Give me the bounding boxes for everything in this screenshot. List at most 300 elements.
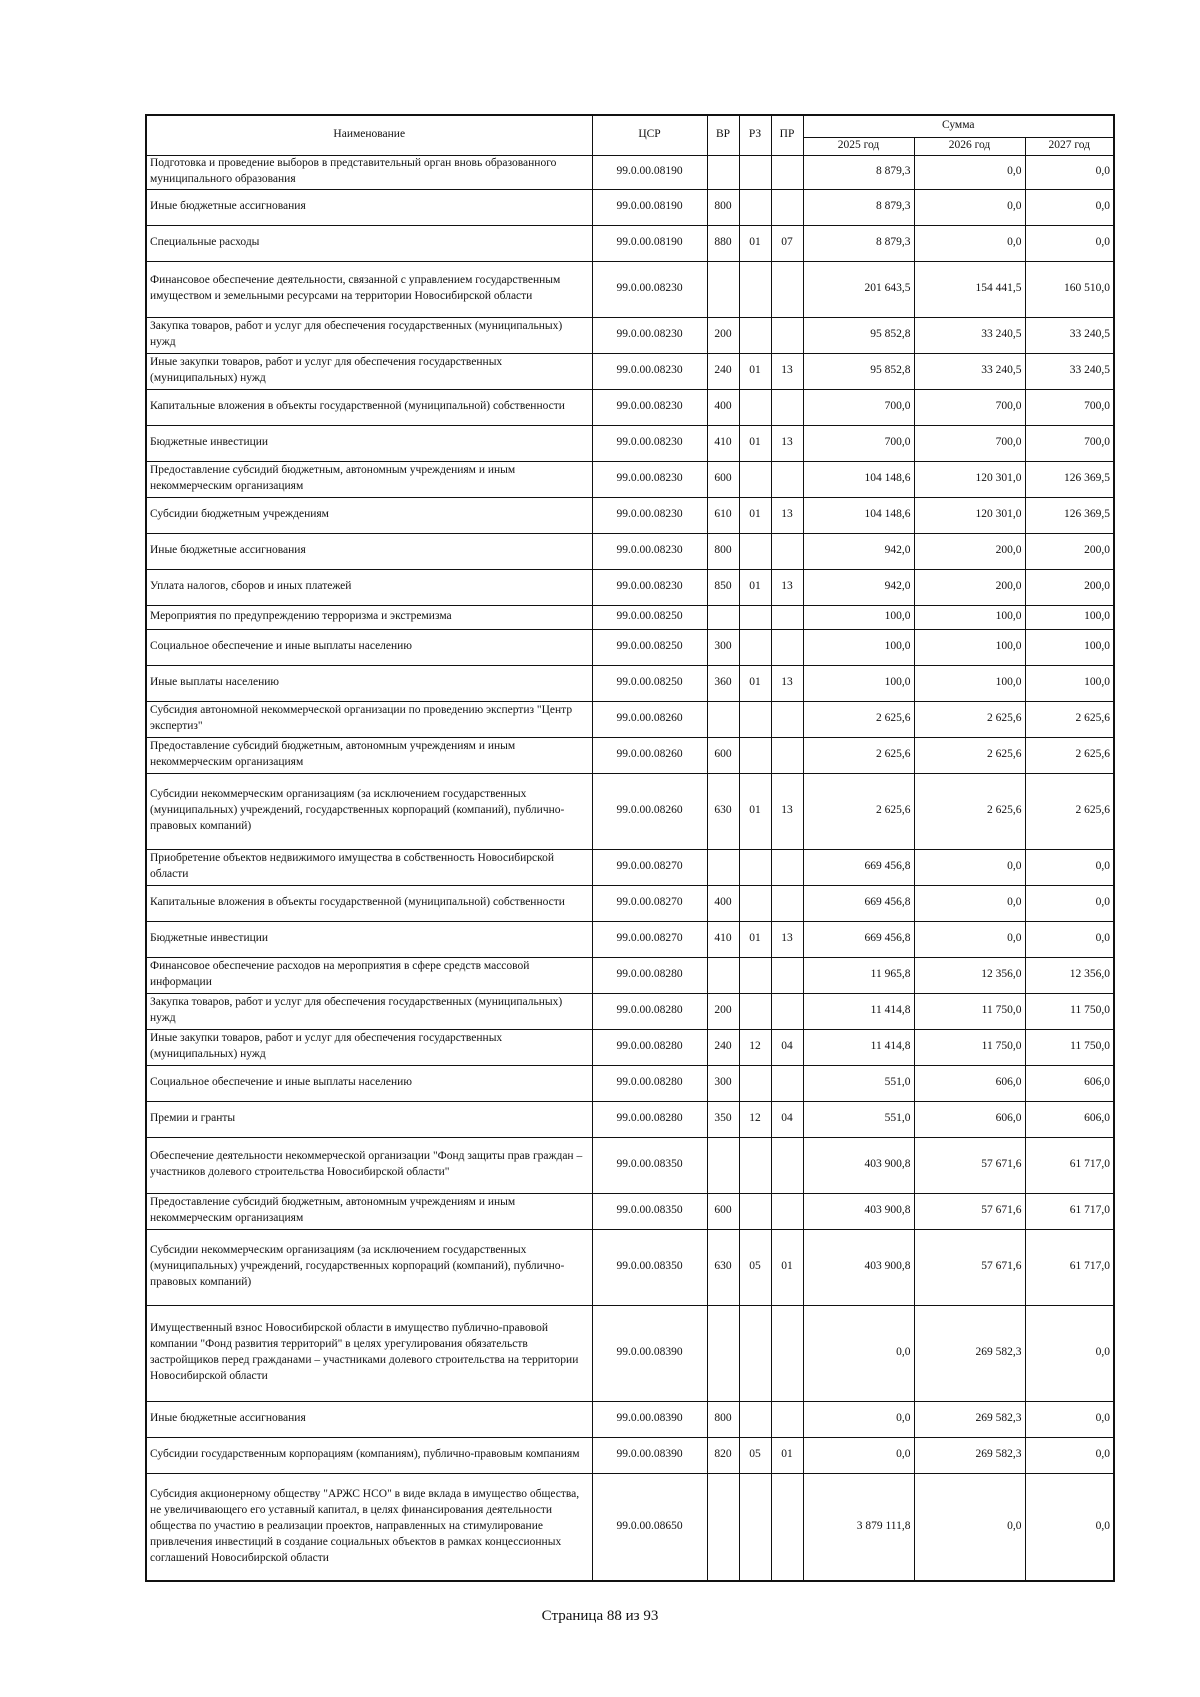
row-2025-amount: 2 625,6 [803,701,914,737]
row-pr-cell [771,957,803,993]
row-csr-cell: 99.0.00.08190 [592,225,707,261]
row-2026-amount: 100,0 [914,629,1025,665]
row-2027-amount: 0,0 [1025,189,1114,225]
row-name-cell: Уплата налогов, сборов и иных платежей [146,569,592,605]
row-2027-amount: 700,0 [1025,389,1114,425]
header-year-2027: 2027 год [1025,137,1114,155]
row-2027-amount: 126 369,5 [1025,461,1114,497]
row-name-cell: Капитальные вложения в объекты государственной (муниципальной) собственности [146,389,592,425]
row-vr-cell [707,1137,739,1193]
budget-table [145,114,1115,1582]
row-2026-amount: 100,0 [914,665,1025,701]
table-row [146,261,1114,317]
table-row [146,155,1114,189]
row-rz-cell [739,885,771,921]
row-name-cell: Имущественный взнос Новосибирской области в имущество публично-правовой компании "Фонд развития территорий" в целях урегулирования обязательств застройщиков перед гражданами – участниками долевого строительства на территории Новосибирской области [146,1305,592,1401]
row-csr-cell: 99.0.00.08390 [592,1401,707,1437]
table-row [146,189,1114,225]
row-2025-amount: 551,0 [803,1065,914,1101]
row-csr-cell: 99.0.00.08280 [592,1029,707,1065]
row-2026-amount: 33 240,5 [914,317,1025,353]
row-2027-amount: 100,0 [1025,629,1114,665]
row-pr-cell: 13 [771,773,803,849]
row-name-cell: Бюджетные инвестиции [146,921,592,957]
row-2026-amount: 269 582,3 [914,1305,1025,1401]
row-rz-cell: 01 [739,225,771,261]
table-row [146,1065,1114,1101]
row-name-cell: Капитальные вложения в объекты государственной (муниципальной) собственности [146,885,592,921]
row-2026-amount: 0,0 [914,921,1025,957]
row-2026-amount: 0,0 [914,885,1025,921]
table-row [146,1473,1114,1581]
row-pr-cell [771,701,803,737]
row-name-cell: Субсидия акционерному обществу "АРЖС НСО" в виде вклада в имущество общества, не увеличивающего его уставный капитал, в целях финансирования деятельности общества по участию в реализации проектов, направленных на стимулирование привлечения инвестиций в создание социальных объектов в рамках концессионных соглашений Новосибирской области [146,1473,592,1581]
table-row [146,461,1114,497]
row-vr-cell: 800 [707,189,739,225]
row-vr-cell: 820 [707,1437,739,1473]
table-row [146,1229,1114,1305]
row-pr-cell: 04 [771,1029,803,1065]
row-pr-cell [771,849,803,885]
row-vr-cell: 600 [707,1193,739,1229]
row-2027-amount: 200,0 [1025,569,1114,605]
row-vr-cell: 200 [707,317,739,353]
row-csr-cell: 99.0.00.08270 [592,921,707,957]
row-2025-amount: 403 900,8 [803,1137,914,1193]
row-2026-amount: 700,0 [914,389,1025,425]
row-2025-amount: 100,0 [803,665,914,701]
row-name-cell: Закупка товаров, работ и услуг для обеспечения государственных (муниципальных) нужд [146,317,592,353]
row-csr-cell: 99.0.00.08230 [592,533,707,569]
table-row [146,353,1114,389]
row-name-cell: Обеспечение деятельности некоммерческой организации "Фонд защиты прав граждан – участников долевого строительства Новосибирской области" [146,1137,592,1193]
row-csr-cell: 99.0.00.08390 [592,1437,707,1473]
row-name-cell: Иные закупки товаров, работ и услуг для обеспечения государственных (муниципальных) нужд [146,353,592,389]
row-pr-cell [771,533,803,569]
row-csr-cell: 99.0.00.08280 [592,1065,707,1101]
table-body [146,155,1114,1581]
row-2026-amount: 12 356,0 [914,957,1025,993]
row-vr-cell: 300 [707,1065,739,1101]
row-vr-cell: 880 [707,225,739,261]
row-vr-cell [707,261,739,317]
row-2026-amount: 100,0 [914,605,1025,629]
row-2025-amount: 11 414,8 [803,993,914,1029]
row-rz-cell [739,155,771,189]
row-vr-cell: 610 [707,497,739,533]
row-vr-cell: 350 [707,1101,739,1137]
row-vr-cell: 850 [707,569,739,605]
row-name-cell: Предоставление субсидий бюджетным, автономным учреждениям и иным некоммерческим организациям [146,737,592,773]
row-pr-cell [771,885,803,921]
row-pr-cell [771,261,803,317]
row-pr-cell [771,1065,803,1101]
row-name-cell: Премии и гранты [146,1101,592,1137]
row-2025-amount: 2 625,6 [803,773,914,849]
row-2026-amount: 154 441,5 [914,261,1025,317]
row-2026-amount: 606,0 [914,1101,1025,1137]
row-pr-cell [771,389,803,425]
row-2027-amount: 12 356,0 [1025,957,1114,993]
row-rz-cell: 01 [739,921,771,957]
row-2026-amount: 11 750,0 [914,1029,1025,1065]
row-2025-amount: 104 148,6 [803,461,914,497]
row-vr-cell: 200 [707,993,739,1029]
row-csr-cell: 99.0.00.08280 [592,1101,707,1137]
header-rz: РЗ [739,115,771,155]
row-pr-cell: 13 [771,921,803,957]
row-2026-amount: 606,0 [914,1065,1025,1101]
row-2027-amount: 0,0 [1025,1401,1114,1437]
row-pr-cell: 04 [771,1101,803,1137]
row-rz-cell: 01 [739,425,771,461]
row-pr-cell [771,155,803,189]
row-csr-cell: 99.0.00.08250 [592,605,707,629]
row-csr-cell: 99.0.00.08270 [592,849,707,885]
header-csr: ЦСР [592,115,707,155]
row-pr-cell [771,1193,803,1229]
row-rz-cell [739,737,771,773]
row-name-cell: Мероприятия по предупреждению терроризма и экстремизма [146,605,592,629]
row-rz-cell: 01 [739,773,771,849]
table-row [146,665,1114,701]
row-csr-cell: 99.0.00.08250 [592,629,707,665]
row-2025-amount: 669 456,8 [803,849,914,885]
row-csr-cell: 99.0.00.08280 [592,993,707,1029]
table-row [146,957,1114,993]
row-pr-cell [771,189,803,225]
row-2026-amount: 0,0 [914,189,1025,225]
row-vr-cell [707,849,739,885]
table-row [146,1305,1114,1401]
row-2026-amount: 2 625,6 [914,701,1025,737]
row-csr-cell: 99.0.00.08350 [592,1137,707,1193]
row-2027-amount: 160 510,0 [1025,261,1114,317]
row-rz-cell: 01 [739,569,771,605]
table-row [146,629,1114,665]
row-rz-cell [739,261,771,317]
row-2027-amount: 700,0 [1025,425,1114,461]
table-row [146,993,1114,1029]
table-row [146,773,1114,849]
row-pr-cell [771,317,803,353]
row-csr-cell: 99.0.00.08230 [592,261,707,317]
header-year-2025: 2025 год [803,137,914,155]
table-row [146,885,1114,921]
row-vr-cell: 240 [707,353,739,389]
row-vr-cell [707,957,739,993]
row-2027-amount: 0,0 [1025,921,1114,957]
row-rz-cell [739,993,771,1029]
table-row [146,605,1114,629]
row-csr-cell: 99.0.00.08260 [592,737,707,773]
row-vr-cell: 600 [707,461,739,497]
row-vr-cell: 400 [707,389,739,425]
page-number: Страница 88 из 93 [541,1608,659,1624]
row-csr-cell: 99.0.00.08350 [592,1229,707,1305]
row-2025-amount: 100,0 [803,605,914,629]
row-2025-amount: 8 879,3 [803,155,914,189]
row-pr-cell [771,737,803,773]
row-2027-amount: 0,0 [1025,155,1114,189]
row-2027-amount: 33 240,5 [1025,317,1114,353]
row-rz-cell [739,461,771,497]
table-row [146,921,1114,957]
row-pr-cell [771,629,803,665]
row-2025-amount: 0,0 [803,1437,914,1473]
header-year-2026: 2026 год [914,137,1025,155]
row-csr-cell: 99.0.00.08230 [592,317,707,353]
table-row [146,497,1114,533]
row-2025-amount: 2 625,6 [803,737,914,773]
row-2027-amount: 100,0 [1025,665,1114,701]
row-name-cell: Субсидии некоммерческим организациям (за исключением государственных (муниципальных) учреждений, государственных корпораций (компаний), публично-правовых компаний) [146,773,592,849]
table-row [146,1101,1114,1137]
row-rz-cell [739,1065,771,1101]
row-rz-cell: 05 [739,1229,771,1305]
row-rz-cell [739,629,771,665]
row-2026-amount: 33 240,5 [914,353,1025,389]
row-2025-amount: 669 456,8 [803,921,914,957]
row-2027-amount: 0,0 [1025,1305,1114,1401]
row-2025-amount: 551,0 [803,1101,914,1137]
row-vr-cell: 800 [707,1401,739,1437]
row-name-cell: Субсидии некоммерческим организациям (за исключением государственных (муниципальных) учреждений, государственных корпораций (компаний), публично-правовых компаний) [146,1229,592,1305]
row-pr-cell: 13 [771,425,803,461]
row-2026-amount: 120 301,0 [914,461,1025,497]
row-csr-cell: 99.0.00.08230 [592,389,707,425]
row-2027-amount: 11 750,0 [1025,993,1114,1029]
table-row [146,1401,1114,1437]
row-2026-amount: 200,0 [914,569,1025,605]
row-rz-cell [739,957,771,993]
row-rz-cell [739,605,771,629]
row-name-cell: Иные бюджетные ассигнования [146,189,592,225]
header-vr: ВР [707,115,739,155]
table-row [146,569,1114,605]
row-name-cell: Приобретение объектов недвижимого имущества в собственность Новосибирской области [146,849,592,885]
row-csr-cell: 99.0.00.08650 [592,1473,707,1581]
row-2025-amount: 403 900,8 [803,1193,914,1229]
row-rz-cell: 01 [739,665,771,701]
row-2025-amount: 700,0 [803,425,914,461]
row-pr-cell [771,1137,803,1193]
row-name-cell: Специальные расходы [146,225,592,261]
row-2027-amount: 0,0 [1025,225,1114,261]
row-2025-amount: 11 414,8 [803,1029,914,1065]
row-2025-amount: 95 852,8 [803,317,914,353]
row-2025-amount: 11 965,8 [803,957,914,993]
row-2027-amount: 0,0 [1025,885,1114,921]
table-row [146,737,1114,773]
row-vr-cell: 600 [707,737,739,773]
row-csr-cell: 99.0.00.08250 [592,665,707,701]
row-csr-cell: 99.0.00.08280 [592,957,707,993]
row-2026-amount: 120 301,0 [914,497,1025,533]
row-2025-amount: 104 148,6 [803,497,914,533]
row-csr-cell: 99.0.00.08390 [592,1305,707,1401]
row-2025-amount: 100,0 [803,629,914,665]
row-2026-amount: 0,0 [914,225,1025,261]
row-pr-cell [771,461,803,497]
row-vr-cell: 300 [707,629,739,665]
row-csr-cell: 99.0.00.08260 [592,773,707,849]
row-csr-cell: 99.0.00.08190 [592,155,707,189]
row-pr-cell: 01 [771,1437,803,1473]
row-2025-amount: 942,0 [803,569,914,605]
row-2027-amount: 2 625,6 [1025,701,1114,737]
row-vr-cell: 400 [707,885,739,921]
row-name-cell: Иные бюджетные ассигнования [146,1401,592,1437]
row-pr-cell: 07 [771,225,803,261]
row-name-cell: Социальное обеспечение и иные выплаты населению [146,629,592,665]
row-csr-cell: 99.0.00.08350 [592,1193,707,1229]
row-2027-amount: 0,0 [1025,1473,1114,1581]
row-2025-amount: 700,0 [803,389,914,425]
row-2025-amount: 8 879,3 [803,189,914,225]
row-2025-amount: 942,0 [803,533,914,569]
row-2026-amount: 700,0 [914,425,1025,461]
row-vr-cell: 410 [707,921,739,957]
row-csr-cell: 99.0.00.08270 [592,885,707,921]
row-pr-cell: 13 [771,353,803,389]
row-2026-amount: 11 750,0 [914,993,1025,1029]
row-2025-amount: 8 879,3 [803,225,914,261]
row-rz-cell [739,1137,771,1193]
row-pr-cell [771,1305,803,1401]
row-2026-amount: 0,0 [914,849,1025,885]
row-2027-amount: 100,0 [1025,605,1114,629]
row-rz-cell [739,189,771,225]
row-2026-amount: 57 671,6 [914,1193,1025,1229]
row-2027-amount: 0,0 [1025,849,1114,885]
row-rz-cell: 01 [739,497,771,533]
row-vr-cell: 630 [707,1229,739,1305]
row-2027-amount: 61 717,0 [1025,1229,1114,1305]
row-vr-cell: 360 [707,665,739,701]
row-name-cell: Социальное обеспечение и иные выплаты населению [146,1065,592,1101]
row-name-cell: Предоставление субсидий бюджетным, автономным учреждениям и иным некоммерческим организациям [146,461,592,497]
row-2027-amount: 61 717,0 [1025,1193,1114,1229]
row-2026-amount: 57 671,6 [914,1229,1025,1305]
row-name-cell: Иные бюджетные ассигнования [146,533,592,569]
row-vr-cell [707,605,739,629]
row-2027-amount: 2 625,6 [1025,773,1114,849]
row-pr-cell: 13 [771,497,803,533]
row-pr-cell [771,993,803,1029]
row-name-cell: Закупка товаров, работ и услуг для обеспечения государственных (муниципальных) нужд [146,993,592,1029]
row-2025-amount: 201 643,5 [803,261,914,317]
table-row [146,1437,1114,1473]
row-csr-cell: 99.0.00.08230 [592,353,707,389]
row-vr-cell [707,701,739,737]
row-name-cell: Субсидии государственным корпорациям (компаниям), публично-правовым компаниям [146,1437,592,1473]
table-row [146,317,1114,353]
row-2025-amount: 0,0 [803,1401,914,1437]
row-vr-cell: 240 [707,1029,739,1065]
row-pr-cell: 13 [771,665,803,701]
row-name-cell: Иные закупки товаров, работ и услуг для обеспечения государственных (муниципальных) нужд [146,1029,592,1065]
row-vr-cell: 410 [707,425,739,461]
row-name-cell: Иные выплаты населению [146,665,592,701]
row-vr-cell [707,1473,739,1581]
row-csr-cell: 99.0.00.08190 [592,189,707,225]
row-vr-cell: 800 [707,533,739,569]
row-2026-amount: 0,0 [914,1473,1025,1581]
table-row [146,849,1114,885]
row-2025-amount: 95 852,8 [803,353,914,389]
row-name-cell: Финансовое обеспечение расходов на мероприятия в сфере средств массовой информации [146,957,592,993]
row-2025-amount: 669 456,8 [803,885,914,921]
row-2026-amount: 200,0 [914,533,1025,569]
row-rz-cell: 05 [739,1437,771,1473]
row-rz-cell: 01 [739,353,771,389]
row-2027-amount: 200,0 [1025,533,1114,569]
row-name-cell: Финансовое обеспечение деятельности, связанной с управлением государственным имуществом и земельными ресурсами на территории Новосибирской области [146,261,592,317]
row-name-cell: Субсидия автономной некоммерческой организации по проведению экспертиз "Центр экспертиз" [146,701,592,737]
row-csr-cell: 99.0.00.08230 [592,497,707,533]
row-2027-amount: 126 369,5 [1025,497,1114,533]
row-rz-cell: 12 [739,1029,771,1065]
row-rz-cell: 12 [739,1101,771,1137]
row-2027-amount: 606,0 [1025,1101,1114,1137]
row-rz-cell [739,389,771,425]
row-2026-amount: 2 625,6 [914,737,1025,773]
row-2027-amount: 606,0 [1025,1065,1114,1101]
row-name-cell: Бюджетные инвестиции [146,425,592,461]
table-row [146,425,1114,461]
row-name-cell: Подготовка и проведение выборов в представительный орган вновь образованного муниципального образования [146,155,592,189]
table-row [146,533,1114,569]
row-vr-cell [707,155,739,189]
row-2025-amount: 403 900,8 [803,1229,914,1305]
row-pr-cell [771,605,803,629]
row-pr-cell [771,1401,803,1437]
table-row [146,389,1114,425]
row-csr-cell: 99.0.00.08230 [592,569,707,605]
row-2026-amount: 269 582,3 [914,1437,1025,1473]
table-row [146,225,1114,261]
row-rz-cell [739,1473,771,1581]
row-pr-cell: 13 [771,569,803,605]
row-2025-amount: 0,0 [803,1305,914,1401]
row-name-cell: Субсидии бюджетным учреждениям [146,497,592,533]
row-2025-amount: 3 879 111,8 [803,1473,914,1581]
row-vr-cell: 630 [707,773,739,849]
row-pr-cell: 01 [771,1229,803,1305]
row-rz-cell [739,317,771,353]
header-pr: ПР [771,115,803,155]
row-2027-amount: 2 625,6 [1025,737,1114,773]
table-row [146,1029,1114,1065]
row-csr-cell: 99.0.00.08230 [592,461,707,497]
row-rz-cell [739,1305,771,1401]
row-2027-amount: 61 717,0 [1025,1137,1114,1193]
row-rz-cell [739,849,771,885]
header-name: Наименование [146,115,592,155]
row-2026-amount: 269 582,3 [914,1401,1025,1437]
row-csr-cell: 99.0.00.08230 [592,425,707,461]
row-rz-cell [739,701,771,737]
row-rz-cell [739,533,771,569]
table-row [146,1137,1114,1193]
row-rz-cell [739,1401,771,1437]
row-name-cell: Предоставление субсидий бюджетным, автономным учреждениям и иным некоммерческим организациям [146,1193,592,1229]
row-2027-amount: 33 240,5 [1025,353,1114,389]
row-pr-cell [771,1473,803,1581]
table-row [146,701,1114,737]
row-2027-amount: 11 750,0 [1025,1029,1114,1065]
